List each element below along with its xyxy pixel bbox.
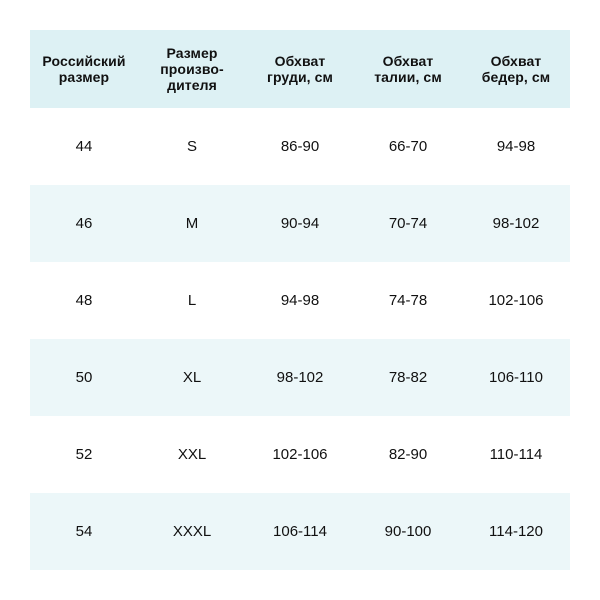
cell-manufacturer-size: L bbox=[187, 291, 197, 309]
column-header-line: талии, см bbox=[374, 69, 442, 85]
table-row bbox=[30, 493, 570, 570]
cell-manufacturer-size: M bbox=[185, 214, 199, 232]
cell-russian-size: 52 bbox=[75, 445, 93, 463]
cell-russian-size: 50 bbox=[75, 368, 93, 386]
column-header-line: бедер, см bbox=[481, 69, 551, 85]
column-header-line: дителя bbox=[167, 77, 217, 93]
table-row bbox=[30, 262, 570, 339]
cell-hips: 102-106 bbox=[488, 291, 544, 309]
cell-russian-size: 48 bbox=[75, 291, 93, 309]
cell-manufacturer-size: XXXL bbox=[172, 522, 212, 540]
column-header-hips bbox=[462, 30, 570, 108]
cell-manufacturer-size: XL bbox=[182, 368, 202, 386]
cell-hips: 110-114 bbox=[489, 445, 543, 463]
cell-waist: 90-100 bbox=[384, 522, 432, 540]
size-chart-table bbox=[30, 30, 570, 570]
cell-waist: 82-90 bbox=[388, 445, 428, 463]
cell-manufacturer-size: S bbox=[186, 137, 197, 155]
cell-hips: 98-102 bbox=[492, 214, 540, 232]
cell-chest: 86-90 bbox=[280, 137, 320, 155]
column-header-manufacturer-size bbox=[138, 30, 246, 108]
cell-hips: 114-120 bbox=[489, 522, 543, 540]
column-header-chest bbox=[246, 30, 354, 108]
table-row bbox=[30, 108, 570, 185]
cell-russian-size: 54 bbox=[75, 522, 93, 540]
column-header-russian-size bbox=[30, 30, 138, 108]
table-header-row bbox=[30, 30, 570, 108]
cell-waist: 70-74 bbox=[388, 214, 428, 232]
column-header-line: Обхват bbox=[274, 53, 326, 69]
column-header-line: произво- bbox=[160, 61, 224, 77]
table-body bbox=[30, 108, 570, 570]
cell-chest: 94-98 bbox=[280, 291, 320, 309]
table-row bbox=[30, 416, 570, 493]
cell-waist: 66-70 bbox=[388, 137, 428, 155]
cell-chest: 106-114 bbox=[273, 522, 327, 540]
cell-chest: 90-94 bbox=[280, 214, 320, 232]
cell-hips: 106-110 bbox=[489, 368, 543, 386]
cell-waist: 78-82 bbox=[388, 368, 428, 386]
table-row bbox=[30, 339, 570, 416]
table-header bbox=[30, 30, 570, 108]
table-row bbox=[30, 185, 570, 262]
column-header-line: груди, см bbox=[267, 69, 333, 85]
column-header-line: Российский bbox=[42, 53, 126, 69]
cell-russian-size: 44 bbox=[75, 137, 93, 155]
column-header-line: Обхват bbox=[382, 53, 434, 69]
cell-chest: 98-102 bbox=[276, 368, 324, 386]
cell-russian-size: 46 bbox=[75, 214, 93, 232]
cell-waist: 74-78 bbox=[388, 291, 428, 309]
column-header-line: Обхват bbox=[490, 53, 542, 69]
column-header-line: Размер bbox=[166, 45, 218, 61]
cell-manufacturer-size: XXL bbox=[177, 445, 207, 463]
cell-hips: 94-98 bbox=[496, 137, 536, 155]
column-header-waist bbox=[354, 30, 462, 108]
cell-chest: 102-106 bbox=[272, 445, 328, 463]
column-header-line: размер bbox=[58, 69, 110, 85]
